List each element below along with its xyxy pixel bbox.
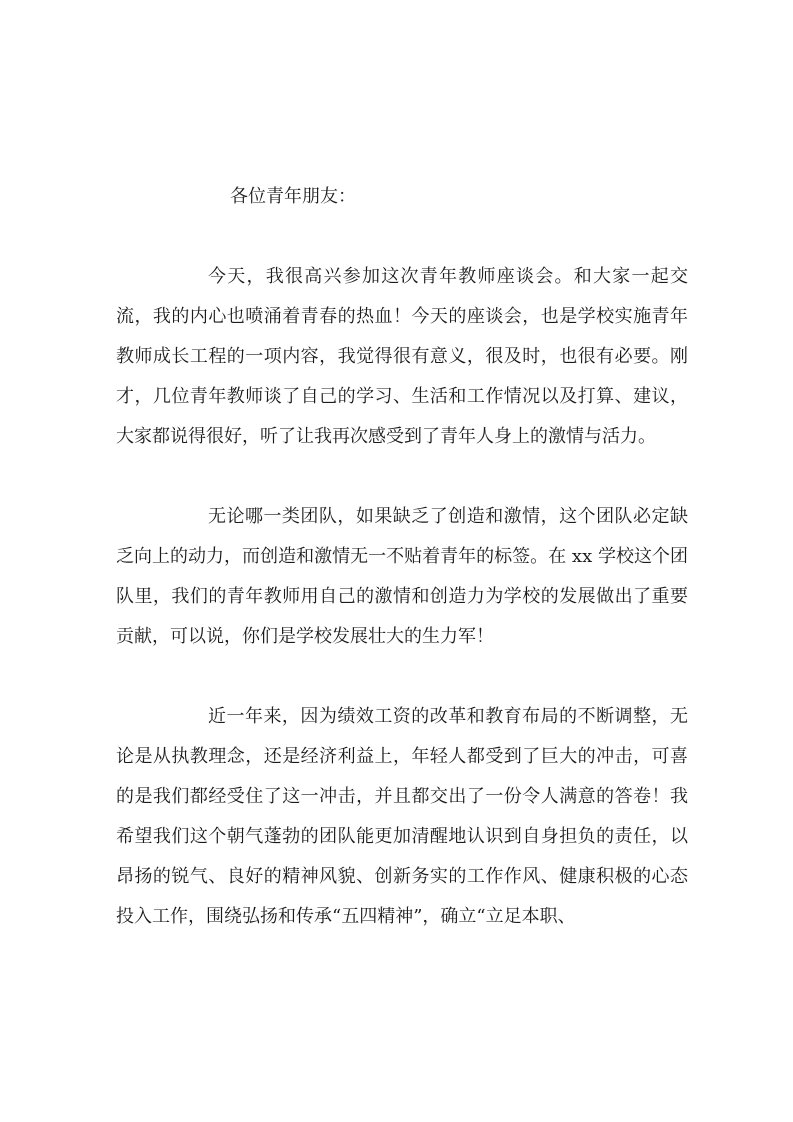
salutation: 各位青年朋友： — [230, 186, 356, 207]
paragraph-1: 今天，我很高兴参加这次青年教师座谈会。和大家一起交流，我的内心也喷涌着青春的热血！今天的座谈会，也是学校实施青年教师成长工程的一项内容，我觉得很有意义，很及时，也很有必要。刚才，几位青年教师谈了自己的学习、生活和工作情况以及打算、建议，大家都说得很好，听了让我再次感受到了青年人身上的激情与活力。 — [116, 266, 688, 447]
paragraph-2: 无论哪一类团队，如果缺乏了创造和激情，这个团队必定缺乏向上的动力，而创造和激情无一不贴着青年的标签。在 xx 学校这个团队里，我们的青年教师用自己的激情和创造力为学校的发展做出了重要贡献，可以说，你们是学校发展壮大的生力军！ — [116, 506, 688, 647]
paragraph-3: 近一年来，因为绩效工资的改革和教育布局的不断调整，无论是从执教理念，还是经济利益上，年轻人都受到了巨大的冲击，可喜的是我们都经受住了这一冲击，并且都交出了一份令人满意的答卷！我希望我们这个朝气蓬勃的团队能更加清醒地认识到自身担负的责任，以昂扬的锐气、良好的精神风貌、创新务实的工作作风、健康积极的心态投入工作，围绕弘扬和传承“五四精神”，确立“立足本职、 — [116, 706, 688, 927]
document-body — [116, 177, 688, 977]
